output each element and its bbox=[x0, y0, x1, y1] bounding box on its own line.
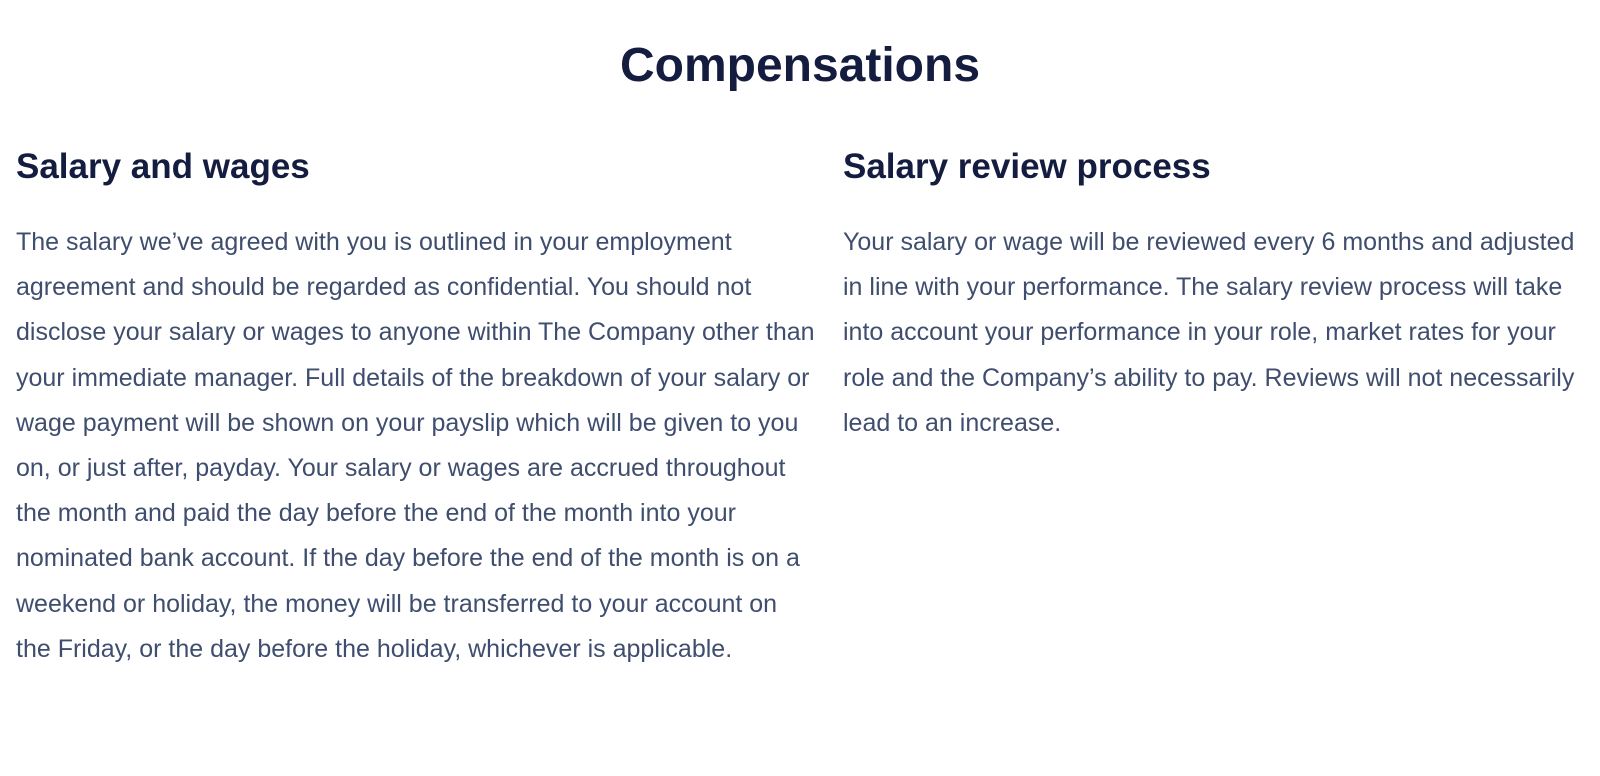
section-heading-salary-and-wages: Salary and wages bbox=[16, 147, 310, 186]
section-body-salary-review-process: Your salary or wage will be reviewed every 6 months and adjusted in line with your performance. The salary review process will take into account your performance in your role, market rates for your role and the Company’s ability to pay. Reviews will not necessarily lead to an increase. bbox=[843, 228, 1575, 437]
section-body-salary-and-wages: The salary we’ve agreed with you is outlined in your employment agreement and should be regarded as confidential. You should not disclose your salary or wages to anyone within The Company other than your immediate manager. Full details of the breakdown of your salary or wage payment will be shown on your payslip which will be given to you on, or just after, payday. Your salary or wages are accrued throughout the month and paid the day before the end of the month into your nominated bank account. If the day before the end of the month is on a weekend or holiday, the money will be transferred to your account on the Friday, or the day before the holiday, whichever is applicable. bbox=[16, 228, 815, 663]
salary-and-wages-section bbox=[16, 142, 816, 672]
salary-review-process-section bbox=[843, 142, 1593, 446]
section-heading-salary-review-process: Salary review process bbox=[843, 147, 1211, 186]
page-title: Compensations bbox=[619, 39, 981, 92]
